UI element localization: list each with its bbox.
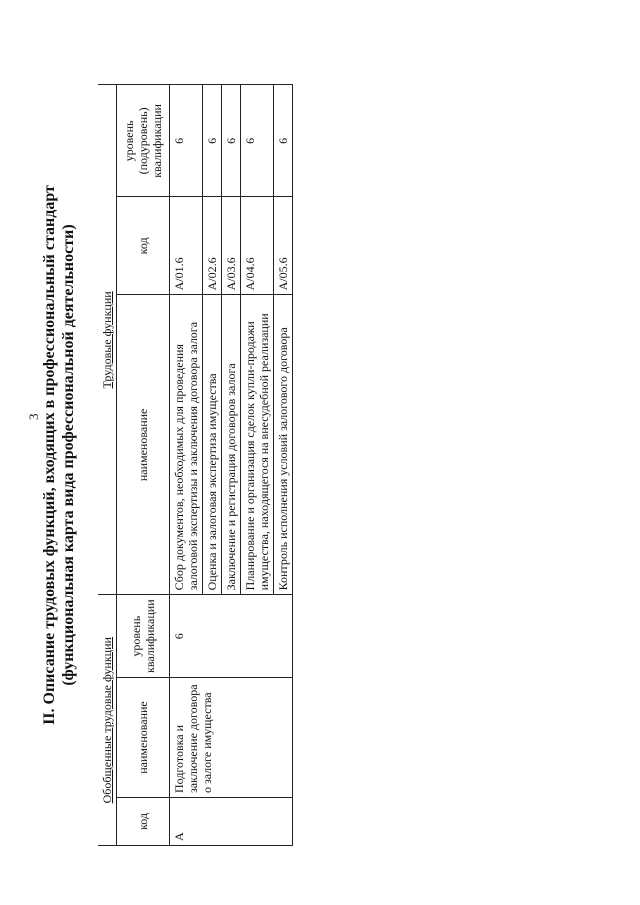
col-function-name-header: наименование — [117, 295, 170, 595]
function-level: 6 — [222, 85, 241, 197]
generalized-name: Подготовка и заключение договора о залоге имущества — [170, 678, 293, 798]
function-name: Оценка и залоговая экспертиза имущества — [203, 295, 222, 595]
page-number: 3 — [26, 413, 41, 420]
col-level-header: уровень квалификации — [117, 595, 170, 678]
col-name-header: наименование — [117, 678, 170, 798]
table-row — [170, 85, 203, 846]
function-name: Контроль исполнения условий залогового договора — [274, 295, 293, 595]
function-name: Сбор документов, необходимых для проведения залоговой экспертизы и заключения договора залога — [170, 295, 203, 595]
title-line-2: (функциональная карта вида профессиональной деятельности) — [60, 224, 77, 686]
title-line-1: II. Описание трудовых функций, входящих в профессиональный стандарт — [41, 185, 58, 725]
rotated-page-content — [40, 30, 600, 880]
col-code-header: код — [117, 798, 170, 846]
labor-functions-header: Трудовые функции — [98, 85, 117, 595]
generalized-level: 6 — [170, 595, 293, 678]
function-level: 6 — [203, 85, 222, 197]
col-function-code-header: код — [117, 197, 170, 295]
function-level: 6 — [241, 85, 274, 197]
generalized-functions-header: Обобщенные трудовые функции — [98, 595, 117, 846]
function-code: A/01.6 — [170, 197, 203, 295]
function-level: 6 — [170, 85, 203, 197]
generalized-code: A — [170, 798, 293, 846]
function-code: A/04.6 — [241, 197, 274, 295]
function-name: Заключение и регистрация договоров залога — [222, 295, 241, 595]
function-name: Планирование и организация сделок купли-продажи имущества, находящегося на внесудебной реализации — [241, 295, 274, 595]
function-code: A/02.6 — [203, 197, 222, 295]
col-sublevel-header: уровень (подуровень) квалификации — [117, 85, 170, 197]
function-level: 6 — [274, 85, 293, 197]
functional-map-table — [98, 84, 293, 846]
function-code: A/05.6 — [274, 197, 293, 295]
function-code: A/03.6 — [222, 197, 241, 295]
section-title — [40, 30, 78, 880]
